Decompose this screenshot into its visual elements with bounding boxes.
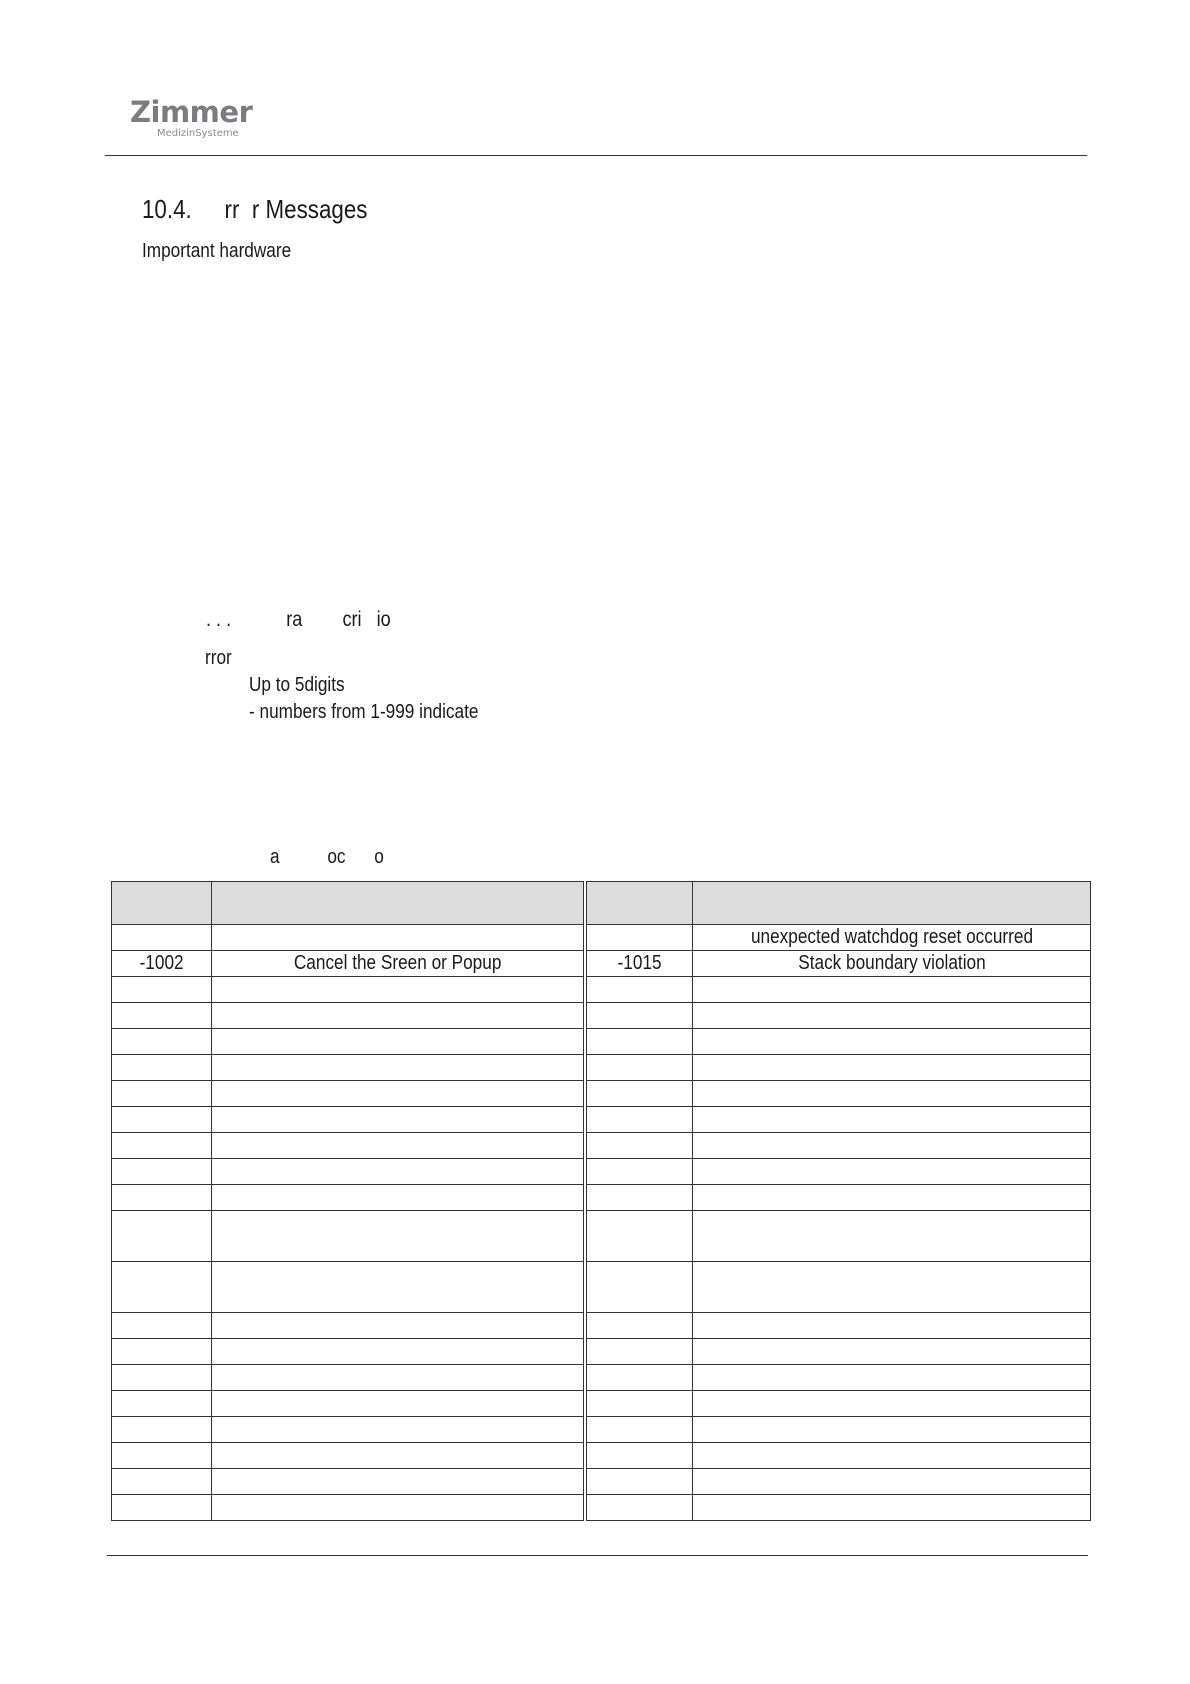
error-code-cell: [585, 1211, 693, 1262]
error-description-cell: [212, 951, 585, 977]
error-code-cell: [112, 1055, 212, 1081]
table-row: [112, 1443, 1091, 1469]
error-code-cell: [112, 1211, 212, 1262]
error-code-cell: [112, 925, 212, 951]
error-description-cell: [212, 1211, 585, 1262]
header-cell-code: [112, 882, 212, 925]
error-code-cell-text: -1002: [139, 952, 184, 974]
error-description-cell: [212, 1417, 585, 1443]
error-description-cell: [212, 1107, 585, 1133]
table-row: [112, 977, 1091, 1003]
error-code-cell: [112, 977, 212, 1003]
logo-wordmark: Zimmer: [130, 95, 253, 129]
error-code-cell: [112, 1365, 212, 1391]
error-description-cell: [693, 1495, 1091, 1521]
table-row: [112, 1003, 1091, 1029]
error-code-cell: [585, 977, 693, 1003]
error-description-cell: [693, 1055, 1091, 1081]
error-description-cell: [693, 1391, 1091, 1417]
error-description-cell: [212, 1159, 585, 1185]
error-code-cell: [585, 1081, 693, 1107]
error-label: rror: [205, 647, 232, 669]
error-code-cell: [112, 1029, 212, 1055]
error-description-cell-text: Stack boundary violation: [797, 952, 986, 974]
table-row: [112, 1185, 1091, 1211]
error-description-cell: [693, 1003, 1091, 1029]
error-code-cell: [112, 1133, 212, 1159]
section-number: 10.4.: [142, 194, 192, 224]
table-caption: a oc o: [270, 846, 384, 868]
table-row: [112, 951, 1091, 977]
table-row: [112, 1495, 1091, 1521]
table-body: [112, 925, 1091, 1521]
error-code-cell: [112, 1185, 212, 1211]
table-row: [112, 1339, 1091, 1365]
error-code-cell: [112, 1469, 212, 1495]
error-code-cell-text: -1015: [617, 952, 662, 974]
error-code-cell: [585, 1029, 693, 1055]
error-description-cell: [693, 1133, 1091, 1159]
error-description-cell: [212, 1262, 585, 1313]
error-description-cell: [693, 977, 1091, 1003]
error-code-cell: [112, 951, 212, 977]
table-row: [112, 1365, 1091, 1391]
error-description-cell: [212, 1185, 585, 1211]
description-line: - numbers from 1-999 indicate: [249, 701, 479, 723]
error-description-cell: [693, 1469, 1091, 1495]
error-code-cell: [112, 1391, 212, 1417]
error-description-cell: [212, 1133, 585, 1159]
error-code-cell: [585, 1417, 693, 1443]
error-description-cell-text: unexpected watchdog reset occurred: [750, 926, 1033, 948]
error-code-cell: [585, 1262, 693, 1313]
table-row: [112, 1029, 1091, 1055]
error-description-cell: [212, 1365, 585, 1391]
error-code-cell: [112, 1495, 212, 1521]
error-code-cell: [585, 1185, 693, 1211]
error-code-cell: [112, 1443, 212, 1469]
intro-text: Important hardware: [142, 240, 292, 262]
error-description-cell: [693, 1339, 1091, 1365]
header-cell-description: [212, 882, 585, 925]
error-code-cell: [585, 925, 693, 951]
error-code-cell: [585, 1133, 693, 1159]
error-description-cell: [212, 1495, 585, 1521]
table-row: [112, 1417, 1091, 1443]
error-code-cell: [585, 951, 693, 977]
error-code-cell: [585, 1313, 693, 1339]
error-code-cell: [585, 1107, 693, 1133]
error-code-cell: [112, 1417, 212, 1443]
error-description-cell-text: Cancel the Sreen or Popup: [293, 952, 502, 974]
error-description-cell: [212, 1055, 585, 1081]
table-row: [112, 1391, 1091, 1417]
logo-subtext: MedizinSysteme: [157, 128, 239, 139]
error-description-cell: [212, 925, 585, 951]
error-description-cell: [693, 951, 1091, 977]
error-description-cell: [212, 977, 585, 1003]
error-code-cell: [112, 1107, 212, 1133]
error-description-cell: [212, 1391, 585, 1417]
error-description-cell: [212, 1003, 585, 1029]
error-description-cell: [693, 1159, 1091, 1185]
error-description-cell: [693, 1443, 1091, 1469]
error-description-cell: [693, 1185, 1091, 1211]
error-code-cell: [585, 1003, 693, 1029]
error-description-cell: [693, 925, 1091, 951]
error-code-table: [111, 881, 1091, 1521]
error-description-cell: [693, 1107, 1091, 1133]
error-code-cell: [585, 1391, 693, 1417]
error-code-cell: [112, 1313, 212, 1339]
header-divider: [105, 155, 1087, 156]
error-code-cell: [585, 1443, 693, 1469]
error-description-cell: [212, 1313, 585, 1339]
table-row: [112, 1055, 1091, 1081]
description-line: Up to 5digits: [249, 674, 345, 696]
error-description-cell: [693, 1313, 1091, 1339]
error-description-cell: [693, 1029, 1091, 1055]
error-code-cell: [112, 1339, 212, 1365]
company-logo: [130, 95, 255, 144]
subsection-heading: . . . ra cri io: [206, 608, 391, 631]
section-title-text: rr r Messages: [224, 194, 368, 224]
error-code-cell: [112, 1159, 212, 1185]
table-header-row: [112, 882, 1091, 925]
table-row: [112, 1262, 1091, 1313]
error-code-cell: [585, 1469, 693, 1495]
error-code-cell: [585, 1495, 693, 1521]
table-row: [112, 1313, 1091, 1339]
error-code-cell: [112, 1081, 212, 1107]
table-row: [112, 1159, 1091, 1185]
header-cell-code: [585, 882, 693, 925]
table-row: [112, 1133, 1091, 1159]
error-description-cell: [693, 1262, 1091, 1313]
error-code-cell: [112, 1003, 212, 1029]
error-description-cell: [693, 1417, 1091, 1443]
error-description-cell: [212, 1029, 585, 1055]
error-code-cell: [585, 1365, 693, 1391]
table-row: [112, 1081, 1091, 1107]
error-code-cell: [585, 1055, 693, 1081]
footer-divider: [107, 1555, 1088, 1556]
table-row: [112, 925, 1091, 951]
error-code-cell: [112, 1262, 212, 1313]
error-description-cell: [693, 1081, 1091, 1107]
error-description-cell: [212, 1469, 585, 1495]
error-code-cell: [585, 1159, 693, 1185]
error-code-cell: [585, 1339, 693, 1365]
table-row: [112, 1469, 1091, 1495]
error-description-cell: [693, 1365, 1091, 1391]
table-row: [112, 1211, 1091, 1262]
error-description-cell: [212, 1443, 585, 1469]
header-cell-description: [693, 882, 1091, 925]
error-description-cell: [212, 1339, 585, 1365]
section-title: [142, 194, 367, 225]
error-description-cell: [693, 1211, 1091, 1262]
error-description-cell: [212, 1081, 585, 1107]
table-row: [112, 1107, 1091, 1133]
